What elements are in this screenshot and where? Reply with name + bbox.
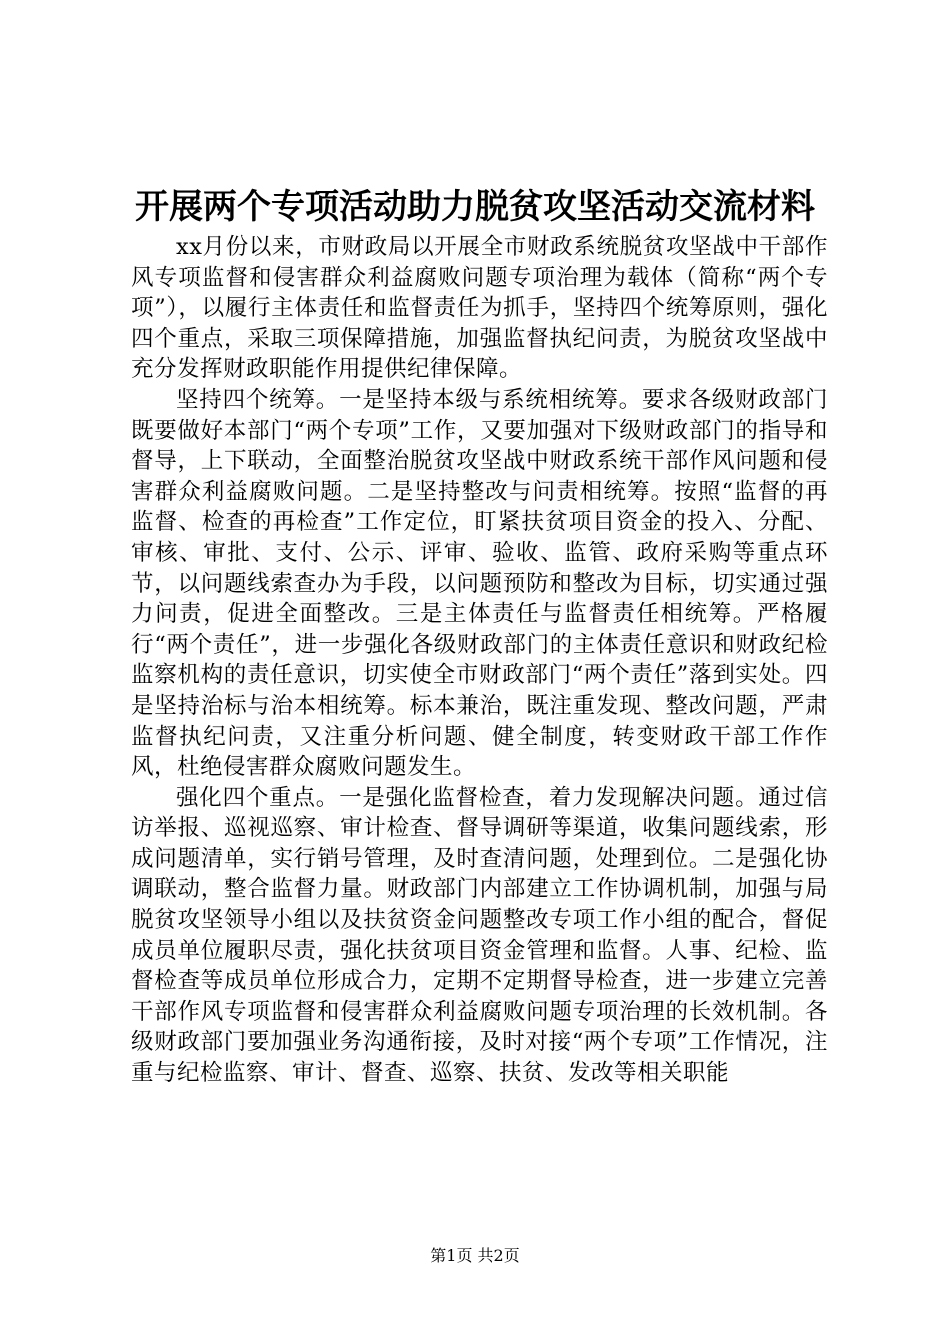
paragraph-four-coordinations: 坚持四个统筹。一是坚持本级与系统相统筹。要求各级财政部门既要做好本部门“两个专项”工作，又要加强对下级财政部门的指导和督导，上下联动，全面整治脱贫攻坚战中财政系统干部作风问题和侵害群众利益腐败问题。二是坚持整改与问责相统筹。按照“监督的再监督、检查的再检查”工作定位，盯紧扶贫项目资金的投入、分配、审核、审批、支付、公示、评审、验收、监管、政府采购等重点环节，以问题线索查办为手段，以问题预防和整改为目标，切实通过强力问责，促进全面整改。三是主体责任与监督责任相统筹。严格履行“两个责任”，进一步强化各级财政部门的主体责任意识和财政纪检监察机构的责任意识，切实使全市财政部门“两个责任”落到实处。四是坚持治标与治本相统筹。标本兼治，既注重发现、整改问题，严肃监督执纪问责，又注重分析问题、健全制度，转变财政干部工作作风，杜绝侵害群众腐败问题发生。 [131,386,828,781]
document-title: 开展两个专项活动助力脱贫攻坚活动交流材料 [135,187,815,227]
page-number-footer: 第1页 共2页 [430,1246,520,1265]
paragraph-intro: xx月份以来，市财政局以开展全市财政系统脱贫攻坚战中干部作风专项监督和侵害群众利益腐败问题专项治理为载体（简称“两个专项”），以履行主体责任和监督责任为抓手，坚持四个统筹原则，强化四个重点，采取三项保障措施，加强监督执纪问责，为脱贫攻坚战中充分发挥财政职能作用提供纪律保障。 [131,234,828,383]
paragraph-four-priorities: 强化四个重点。一是强化监督检查，着力发现解决问题。通过信访举报、巡视巡察、审计检查、督导调研等渠道，收集问题线索，形成问题清单，实行销号管理，及时查清问题，处理到位。二是强化协调联动，整合监督力量。财政部门内部建立工作协调机制，加强与局脱贫攻坚领导小组以及扶贫资金问题整改专项工作小组的配合，督促成员单位履职尽责，强化扶贫项目资金管理和监督。人事、纪检、监督检查等成员单位形成合力，定期不定期督导检查，进一步建立完善干部作风专项监督和侵害群众利益腐败问题专项治理的长效机制。各级财政部门要加强业务沟通衔接，及时对接“两个专项”工作情况，注重与纪检监察、审计、督查、巡察、扶贫、发改等相关职能 [131,784,828,1087]
document-body [131,232,828,1089]
